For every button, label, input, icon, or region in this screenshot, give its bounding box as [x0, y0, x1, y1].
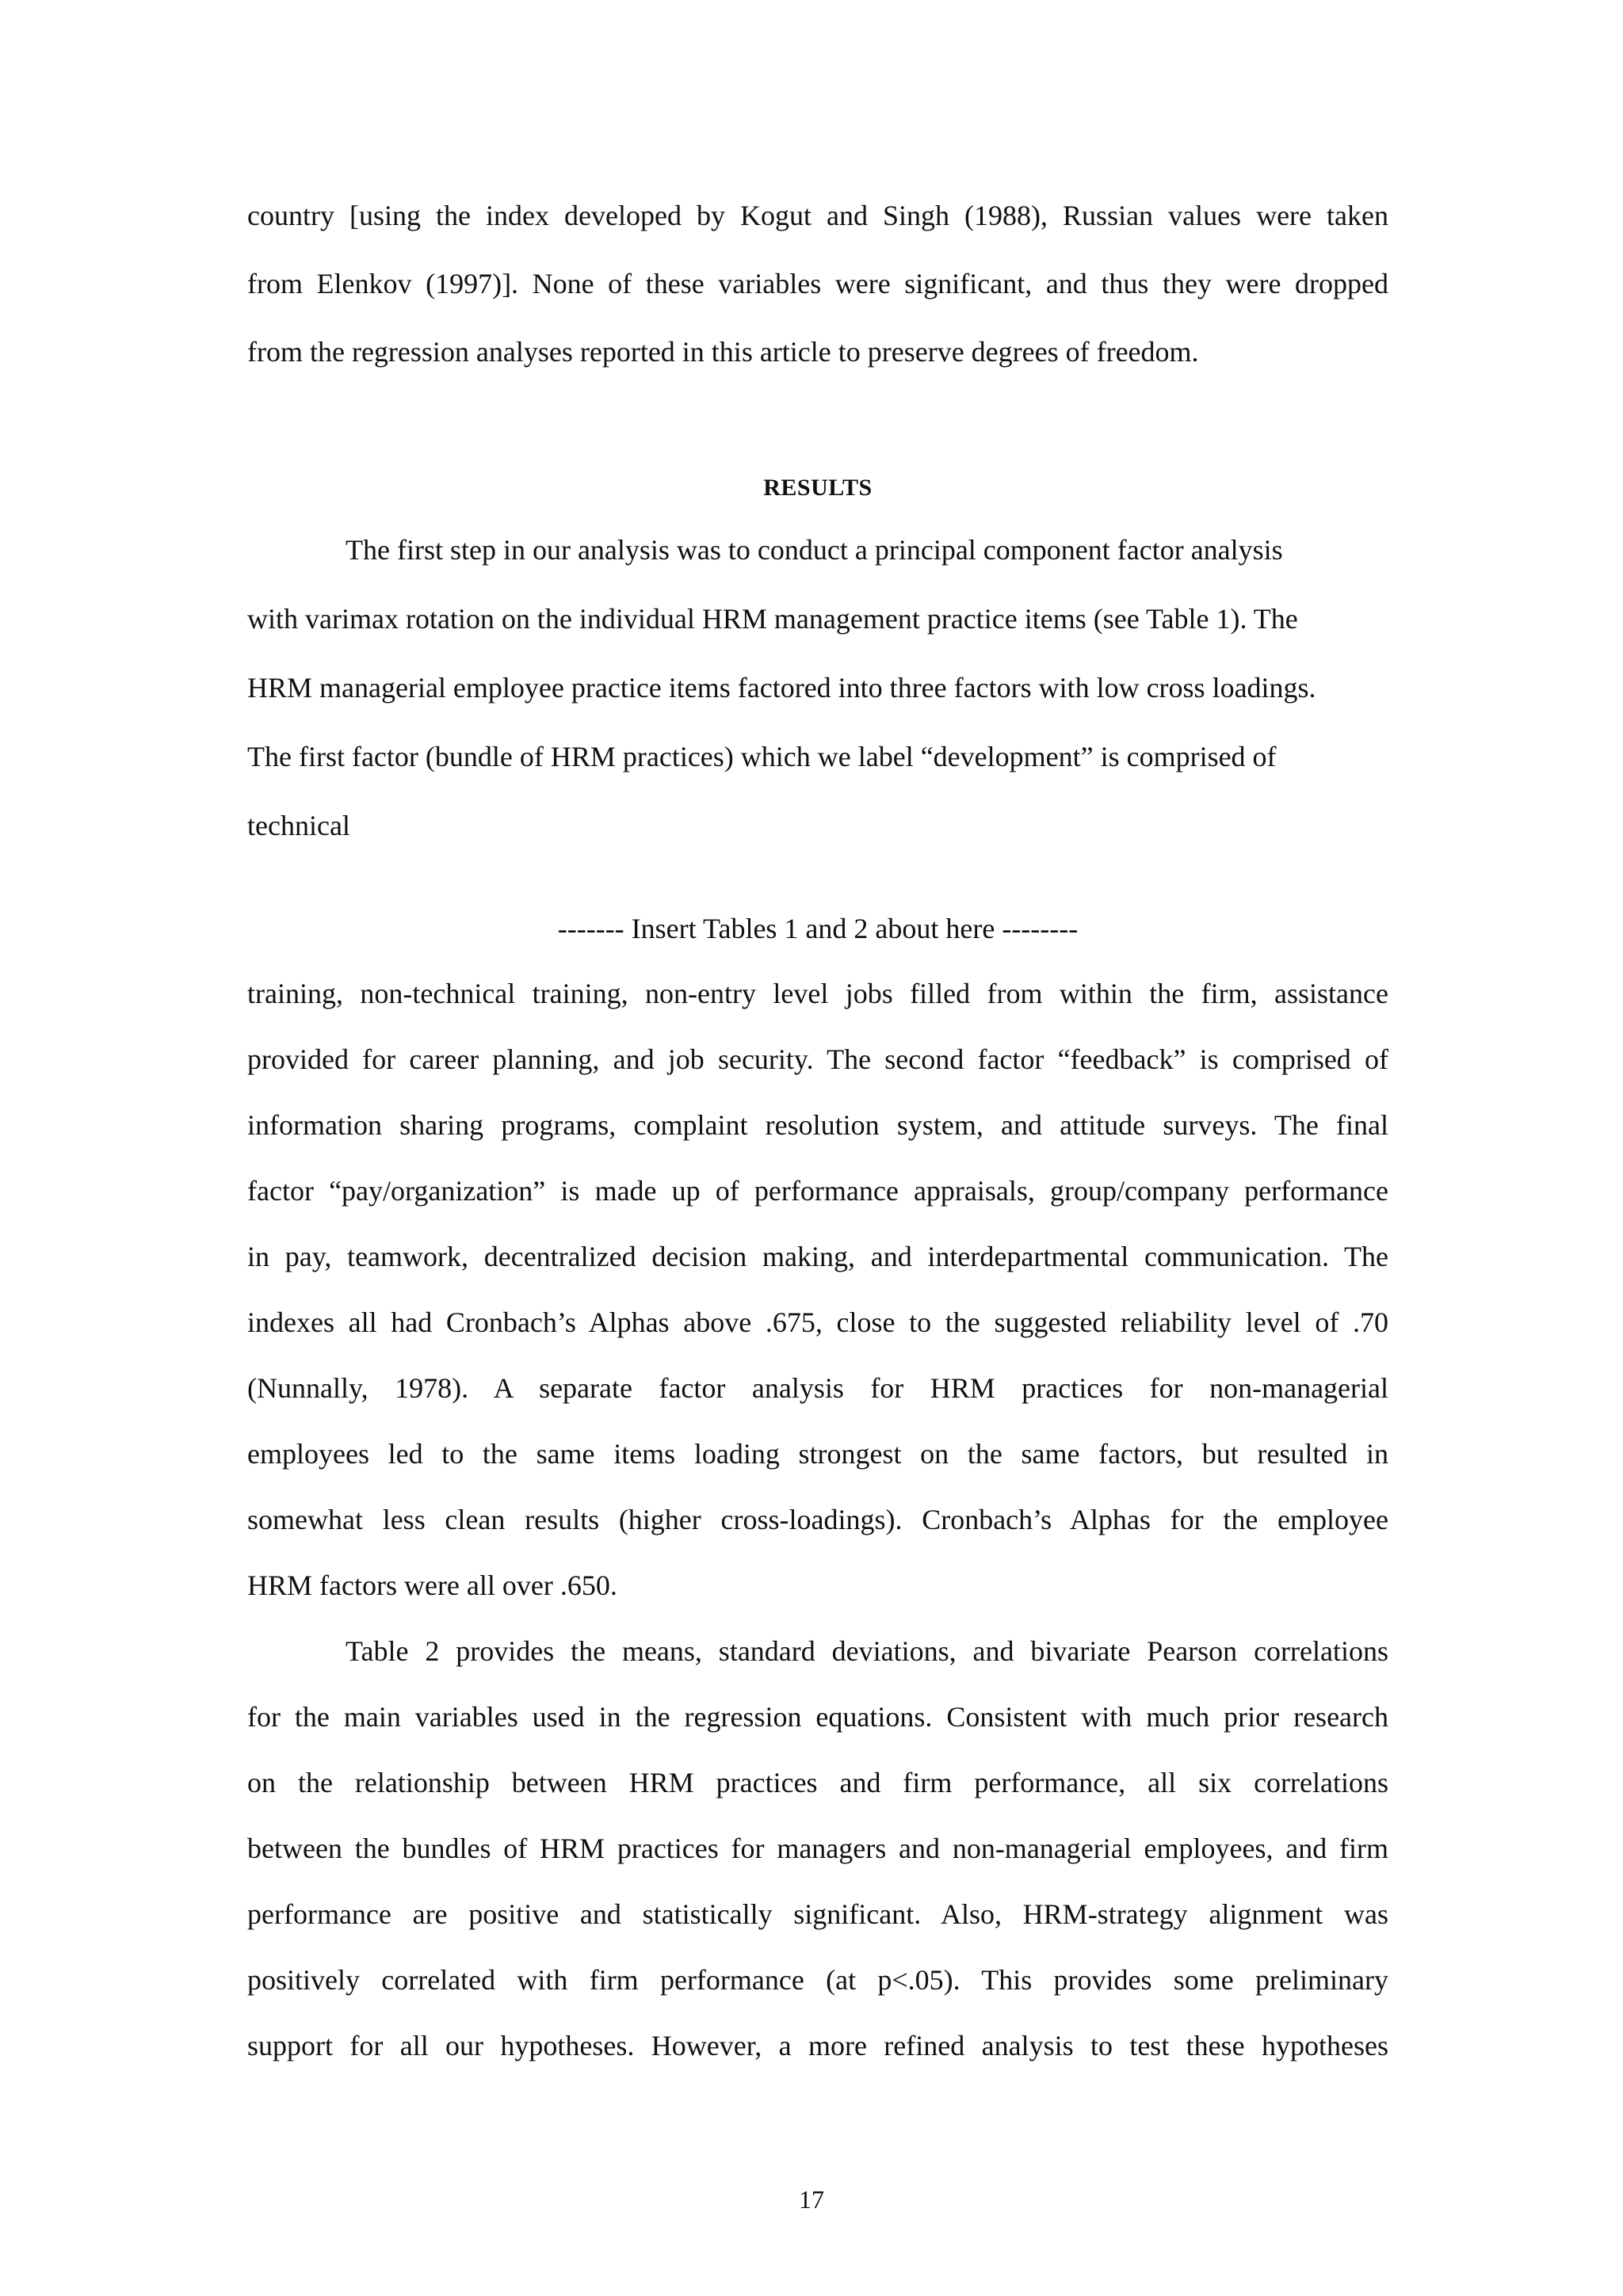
text-line: with varimax rotation on the individual HRM management practice items (see Table 1). The: [247, 603, 1298, 635]
text-line: The first step in our analysis was to conduct a principal component factor analysis: [346, 534, 1283, 566]
table-insert-note: ------- Insert Tables 1 and 2 about here --------: [557, 913, 1079, 944]
page-number: 17: [799, 2185, 824, 2214]
text-line: provided for career planning, and job security. The second factor “feedback” is comprised of: [247, 1043, 1388, 1075]
text-line: training, non-technical training, non-entry level jobs filled from within the firm, assistance: [247, 978, 1388, 1009]
text-line: for the main variables used in the regression equations. Consistent with much prior research: [247, 1701, 1388, 1733]
text-line: support for all our hypotheses. However, a more refined analysis to test these hypotheses: [247, 2030, 1388, 2061]
text-line: between the bundles of HRM practices for managers and non-managerial employees, and firm: [247, 1833, 1388, 1864]
text-line: performance are positive and statistically significant. Also, HRM-strategy alignment was: [247, 1898, 1388, 1930]
text-line: country [using the index developed by Kogut and Singh (1988), Russian values were taken: [247, 200, 1388, 231]
text-line: HRM managerial employee practice items factored into three factors with low cross loadings.: [247, 672, 1316, 704]
text-line: (Nunnally, 1978). A separate factor analysis for HRM practices for non-managerial: [247, 1372, 1388, 1404]
section-heading: RESULTS: [763, 475, 873, 501]
text-line: factor “pay/organization” is made up of performance appraisals, group/company performance: [247, 1175, 1388, 1207]
text-line: information sharing programs, complaint resolution system, and attitude surveys. The final: [247, 1109, 1388, 1141]
text-line: technical: [247, 810, 350, 841]
text-line: from the regression analyses reported in this article to preserve degrees of freedom.: [247, 336, 1199, 368]
text-line: on the relationship between HRM practices and firm performance, all six correlations: [247, 1767, 1388, 1798]
text-line: in pay, teamwork, decentralized decision making, and interdepartmental communication. The: [247, 1241, 1388, 1272]
text-line: The first factor (bundle of HRM practices) which we label “development” is comprised of: [247, 741, 1277, 772]
text-line: Table 2 provides the means, standard deviations, and bivariate Pearson correlations: [346, 1635, 1388, 1667]
text-line: employees led to the same items loading strongest on the same factors, but resulted in: [247, 1438, 1388, 1470]
text-line: from Elenkov (1997)]. None of these variables were significant, and thus they were dropped: [247, 268, 1388, 299]
text-line: HRM factors were all over .650.: [247, 1569, 617, 1601]
text-line: positively correlated with firm performance (at p<.05). This provides some preliminary: [247, 1964, 1388, 1996]
text-line: somewhat less clean results (higher cross-loadings). Cronbach’s Alphas for the employee: [247, 1504, 1388, 1535]
text-line: indexes all had Cronbach’s Alphas above .675, close to the suggested reliability level of .70: [247, 1306, 1388, 1338]
